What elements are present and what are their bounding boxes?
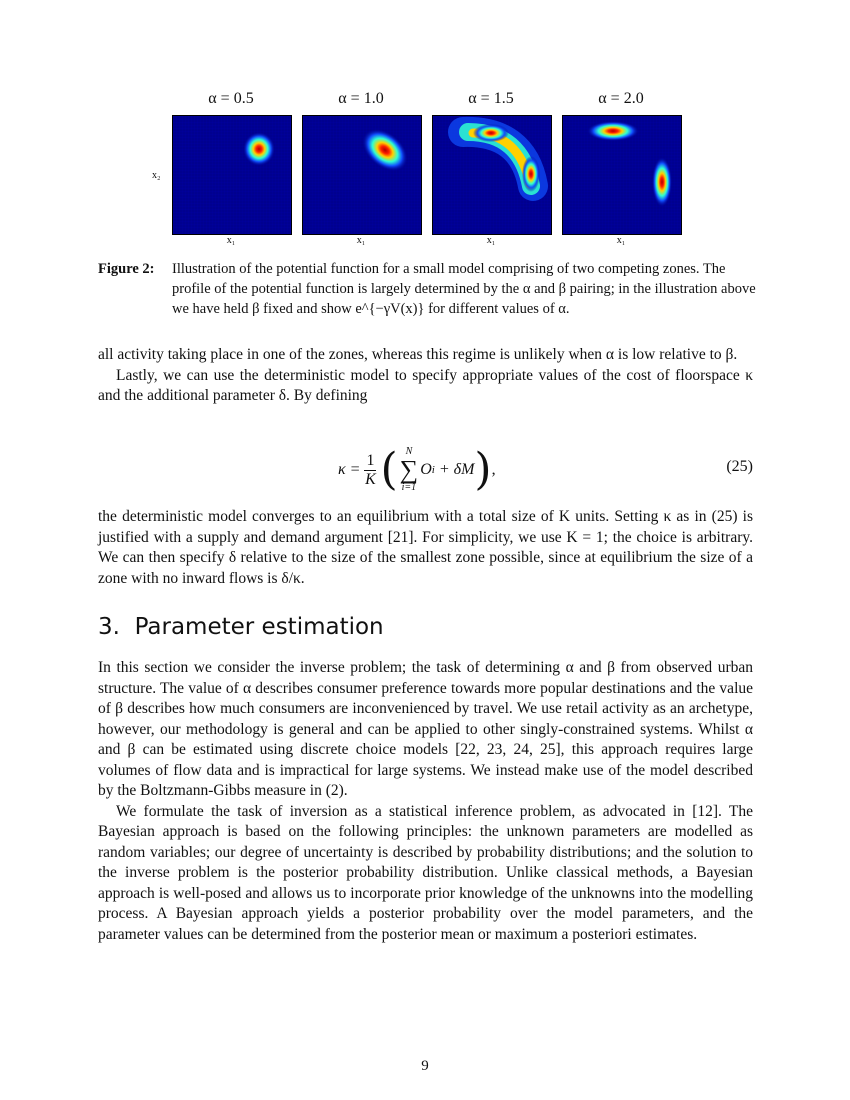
density-peak xyxy=(243,132,275,166)
heatmap-panel-alpha-2.0 xyxy=(562,115,682,235)
heatmap-svg-2 xyxy=(303,116,421,234)
figure-caption xyxy=(98,259,758,319)
page-number: 9 xyxy=(421,1058,429,1074)
heatmap-svg-3 xyxy=(433,116,551,234)
y-axis-label: x₂ xyxy=(152,170,161,181)
caption-text: Illustration of the potential function for a small model comprising of two competing zones. The profile of the potential function is largely determined by the α and β pairing; in the illustration above we have held β fixed and show e^{−γV(x)} for different values of α. xyxy=(172,261,756,317)
eq-sigma: ∑ xyxy=(399,455,419,484)
eq-sub: i xyxy=(431,464,435,476)
heatmap-svg-4 xyxy=(563,116,681,234)
panel-3-xlabel: x₁ xyxy=(486,235,496,246)
equation-25 xyxy=(98,445,753,495)
figure-2 xyxy=(150,90,710,250)
section-heading: 3. Parameter estimation xyxy=(98,614,384,640)
eq-sum xyxy=(400,447,419,493)
text-block-3 xyxy=(98,658,753,945)
eq-right-paren: ) xyxy=(474,444,492,495)
eq-rest: + δM xyxy=(434,461,475,478)
eq-sum-upper: N xyxy=(405,446,413,457)
equation-body xyxy=(338,445,496,495)
panel-2-title: α = 1.0 xyxy=(338,90,384,107)
heatmap-panel-alpha-1.0 xyxy=(302,115,422,235)
eq-lhs: κ = xyxy=(338,461,361,478)
density-peak-1 xyxy=(473,124,509,142)
text-block-2 xyxy=(98,507,753,589)
paragraph: Lastly, we can use the deterministic model to specify appropriate values of the cost of floorspace κ and the additional parameter δ. By defining xyxy=(98,366,753,404)
density-peak-2 xyxy=(522,156,540,192)
heatmap-panel-alpha-0.5 xyxy=(172,115,292,235)
panel-3-title: α = 1.5 xyxy=(468,90,514,107)
panel-4-xlabel: x₁ xyxy=(616,235,626,246)
eq-frac-den: K xyxy=(365,470,376,488)
eq-end: , xyxy=(491,461,496,478)
heatmap-panel-alpha-1.5 xyxy=(432,115,552,235)
heatmap-svg-1 xyxy=(173,116,291,234)
paragraph: the deterministic model converges to an equilibrium with a total size of K units. Setting κ as in (25) is justified with a supply and demand argument [21]. For simplicity, we use K = 1; the choice is arbitrary. We can then specify δ relative to the size of the smallest zone possible, since at equilibrium the size of a zone with no inward flows is δ/κ. xyxy=(98,508,753,587)
density-peak-2 xyxy=(652,157,672,207)
text-block-1 xyxy=(98,345,753,407)
paragraph: all activity taking place in one of the zones, whereas this regime is unlikely when α is low relative to β. xyxy=(98,346,738,363)
paragraph: We formulate the task of inversion as a statistical inference problem, as advocated in [12]. The Bayesian approach is based on the following principles: the unknown parameters are modelled as random variables; our degree of uncertainty is described by probability distributions; and the solution to the inverse problem is the posterior probability distribution. Unlike classical methods, a Bayesian approach is well-posed and allows us to incorporate prior knowledge of the unknowns into the modelling process. A Bayesian approach yields a posterior probability over the model parameters, and the parameter values can be determined from the posterior mean or maximum a posteriori estimates. xyxy=(98,802,753,943)
caption-label: Figure 2: xyxy=(98,261,155,277)
panel-1-xlabel: x₁ xyxy=(226,235,236,246)
eq-term: O xyxy=(420,461,432,478)
panel-2-xlabel: x₁ xyxy=(356,235,366,246)
eq-frac-num: 1 xyxy=(366,451,375,469)
eq-left-paren: ( xyxy=(380,444,398,495)
equation-number: (25) xyxy=(726,458,753,475)
eq-fraction xyxy=(364,452,376,489)
density-peak-1 xyxy=(587,121,639,141)
eq-sum-lower: i=1 xyxy=(401,482,417,493)
panel-1-title: α = 0.5 xyxy=(208,90,254,107)
panel-4-title: α = 2.0 xyxy=(598,90,644,107)
paragraph: In this section we consider the inverse problem; the task of determining α and β from observed urban structure. The value of α describes consumer preference towards more popular destinations and the value of β describes how much consumers are inconvenienced by travel. We use retail activity as an archetype, however, our methodology is general and can be applied to other singly-constrained systems. Whilst α and β can be estimated using discrete choice models [22, 23, 24, 25], this approach requires large volumes of flow data and is impractical for large systems. We instead make use of the model described by the Boltzmann-Gibbs measure in (2). xyxy=(98,659,753,799)
